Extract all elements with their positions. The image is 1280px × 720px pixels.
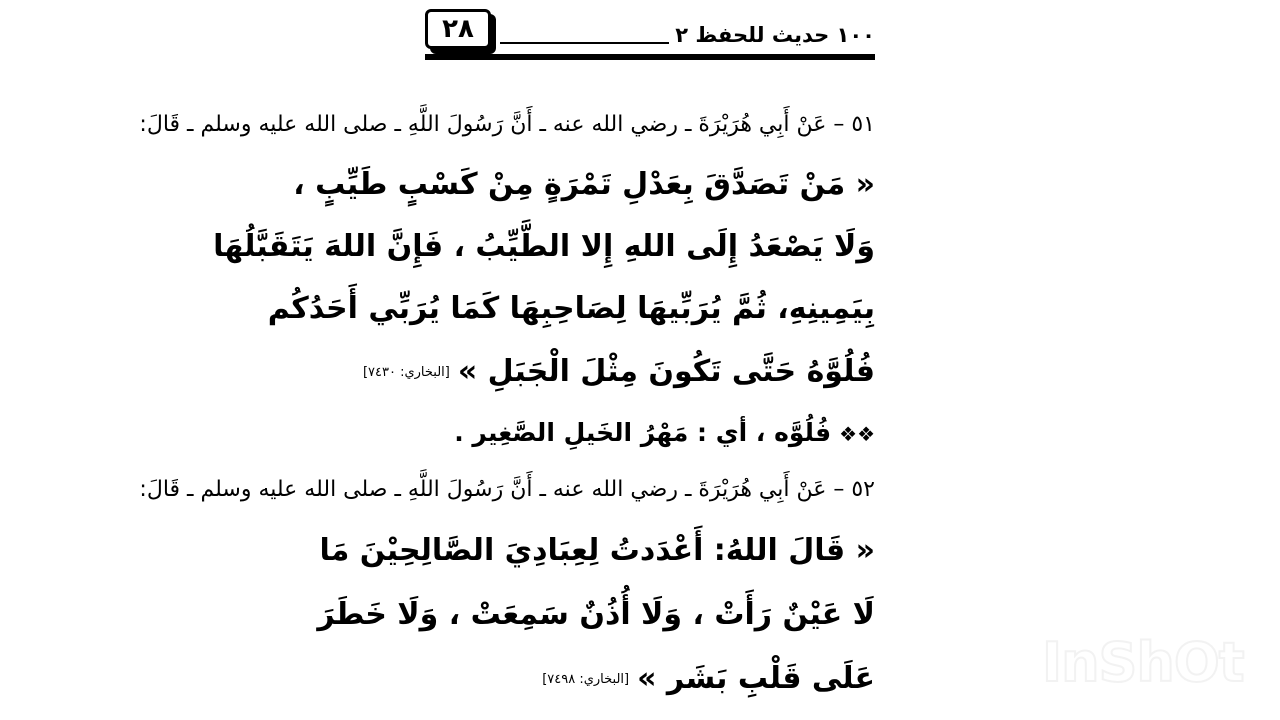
hadith-51-matn-line-1: « مَنْ تَصَدَّقَ بِعَدْلِ تَمْرَةٍ مِنْ كَسْبٍ طَيِّبٍ ، xyxy=(293,167,875,202)
book-page xyxy=(139,0,880,720)
hadith-51-matn-text: فُلُوَّهُ حَتَّى تَكُونَ مِثْلَ الْجَبَلِ » xyxy=(457,354,875,389)
hadith-51-matn-line-4 xyxy=(362,343,875,402)
inshot-watermark: InShOt xyxy=(1042,631,1244,694)
hadith-51-note xyxy=(420,408,875,459)
page-header xyxy=(420,4,880,60)
hadith-52-isnad: ٥٢ – عَنْ أَبِي هُرَيْرَةَ ـ رضي الله عنه ـ أَنَّ رَسُولَ اللَّهِ ـ صلى الله عليه وسلم ـ قَالَ: xyxy=(139,477,875,502)
hadith-52-matn-text: عَلَى قَلْبِ بَشَر » xyxy=(637,661,875,696)
hadith-51-note-text: فُلُوَّه ، أي : مَهْرُ الخَيلِ الصَّغِير . xyxy=(454,418,832,447)
hadith-51-matn-line-3: بِيَمِينِهِ، ثُمَّ يُرَبِّيهَا لِصَاحِبِهَا كَمَا يُرَبِّي أَحَدُكُم xyxy=(267,291,875,326)
hadith-52-matn-line-3 xyxy=(420,650,875,709)
header-rule-divider xyxy=(425,54,875,60)
header-title-wrap xyxy=(500,14,875,48)
hadith-52-matn-line-1: « قَالَ اللهُ: أَعْدَدتُ لِعِبَادِيَ الصَّالِحِيْنَ مَا xyxy=(319,533,875,568)
hadith-51-matn-line-2: وَلَا يَصْعَدُ إِلَى اللهِ إِلا الطَّيِّبُ ، فَإِنَّ اللهَ يَتَقَبَّلُهَا xyxy=(213,229,875,264)
page-number: ٢٨ xyxy=(442,14,474,44)
book-title: ١٠٠ حديث للحفظ ٢ xyxy=(675,23,875,47)
hadith-51-isnad: ٥١ – عَنْ أَبِي هُرَيْرَةَ ـ رضي الله عنه ـ أَنَّ رَسُولَ اللَّهِ ـ صلى الله عليه وسلم ـ قَالَ: xyxy=(139,112,875,137)
diamond-bullet-icon: ❖❖ xyxy=(839,422,875,446)
hadith-52-citation: [البخاري: ٧٤٩٨] xyxy=(542,671,630,687)
hadith-52-matn-line-2: لَا عَيْنٌ رَأَتْ ، وَلَا أُذُنٌ سَمِعَتْ ، وَلَا خَطَرَ xyxy=(317,597,875,632)
header-underline-divider xyxy=(500,42,669,44)
hadith-51-citation: [البخاري: ٧٤٣٠] xyxy=(362,364,450,380)
page-number-box xyxy=(425,9,491,49)
